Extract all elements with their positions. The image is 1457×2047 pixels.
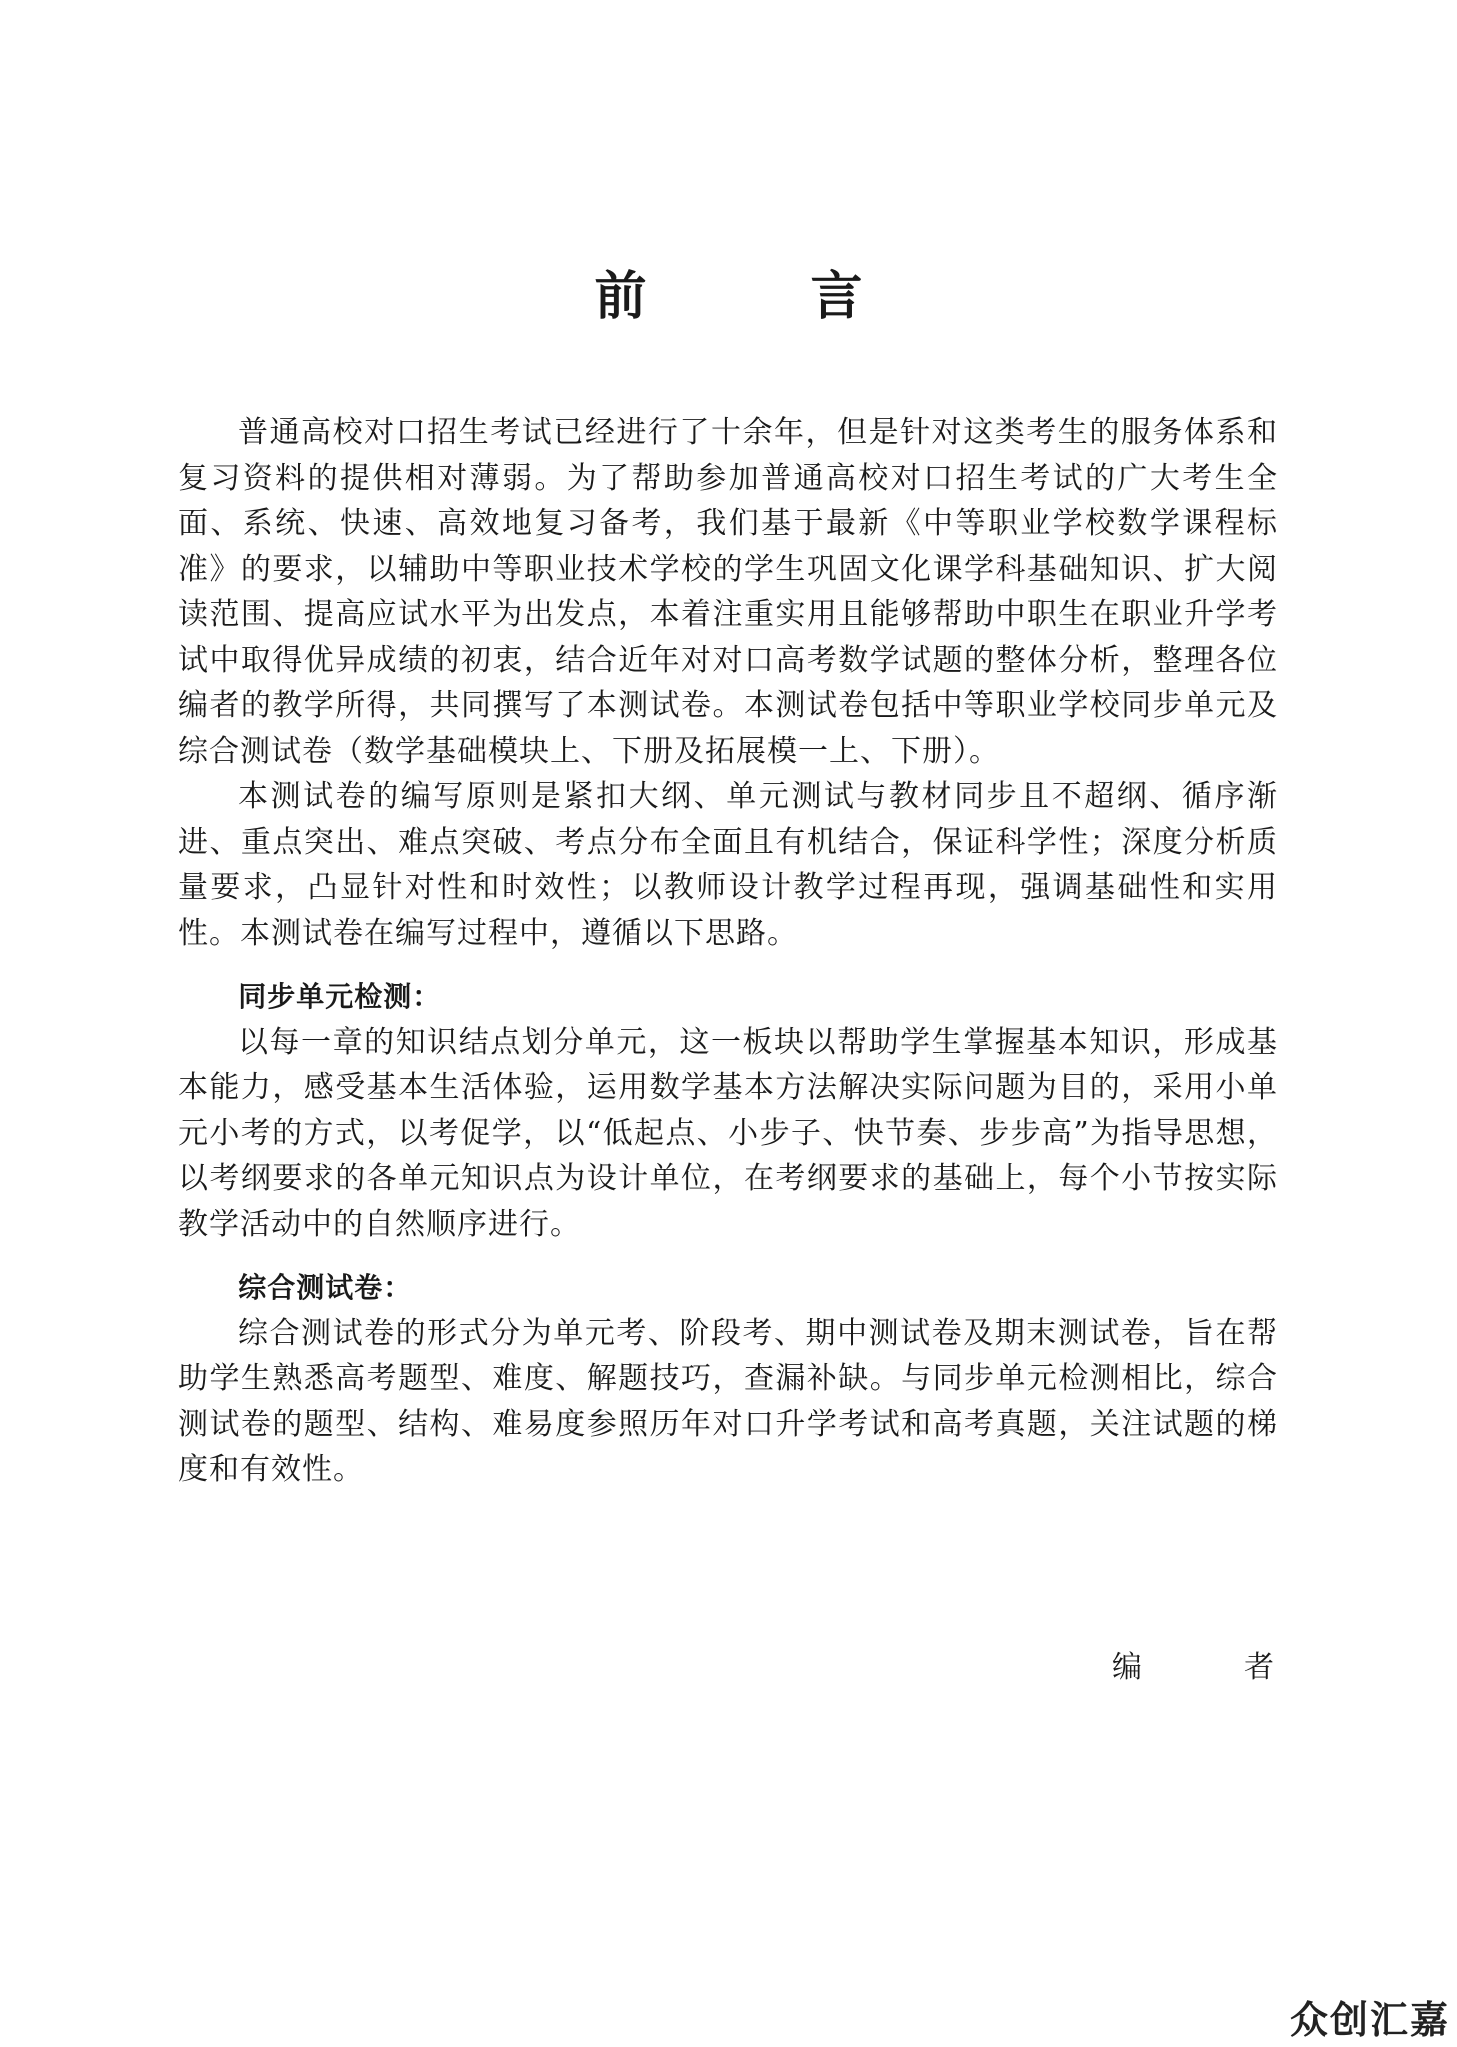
section-heading-comprehensive: 综合测试卷： bbox=[238, 1271, 413, 1304]
section-body-sync-unit: 以每一章的知识结点划分单元，这一板块以帮助学生掌握基本知识，形成基本能力，感受基本生活体验，运用数学基本方法解决实际问题为目的，采用小单元小考的方式，以考促学，以“低起点、小步子、快节奏、步步高”为指导思想，以考纲要求的各单元知识点为设计单位，在考纲要求的基础上，每个小节按实际教学活动中的自然顺序进行。 bbox=[178, 1024, 1278, 1242]
watermark-logo: 众创汇嘉 bbox=[1290, 1998, 1451, 2042]
section-heading-sync-unit: 同步单元检测： bbox=[238, 980, 442, 1013]
page-title: 前 言 bbox=[594, 267, 919, 327]
paragraph-principles: 本测试卷的编写原则是紧扣大纲、单元测试与教材同步且不超纲、循序渐进、重点突出、难点突破、考点分布全面且有机结合，保证科学性；深度分析质量要求，凸显针对性和时效性；以教师设计教学过程再现，强调基础性和实用性。本测试卷在编写过程中，遵循以下思路。 bbox=[178, 779, 1278, 951]
section-body-comprehensive: 综合测试卷的形式分为单元考、阶段考、期中测试卷及期末测试卷，旨在帮助学生熟悉高考题型、难度、解题技巧，查漏补缺。与同步单元检测相比，综合测试卷的题型、结构、难易度参照历年对口升学考试和高考真题，关注试题的梯度和有效性。 bbox=[178, 1315, 1278, 1487]
section-comprehensive bbox=[178, 1265, 1278, 1493]
section-sync-unit bbox=[178, 974, 1278, 1247]
paragraph-intro: 普通高校对口招生考试已经进行了十余年，但是针对这类考生的服务体系和复习资料的提供相对薄弱。为了帮助参加普通高校对口招生考试的广大考生全面、系统、快速、高效地复习备考，我们基于最新《中等职业学校数学课程标准》的要求，以辅助中等职业技术学校的学生巩固文化课学科基础知识、扩大阅读范围、提高应试水平为出发点，本着注重实用且能够帮助中职生在职业升学考试中取得优异成绩的初衷，结合近年对对口高考数学试题的整体分析，整理各位编者的教学所得，共同撰写了本测试卷。本测试卷包括中等职业学校同步单元及综合测试卷（数学基础模块上、下册及拓展模一上、下册）。 bbox=[178, 415, 1278, 769]
signature: 编 者 bbox=[1112, 1650, 1310, 1685]
preface-body bbox=[178, 410, 1278, 1493]
